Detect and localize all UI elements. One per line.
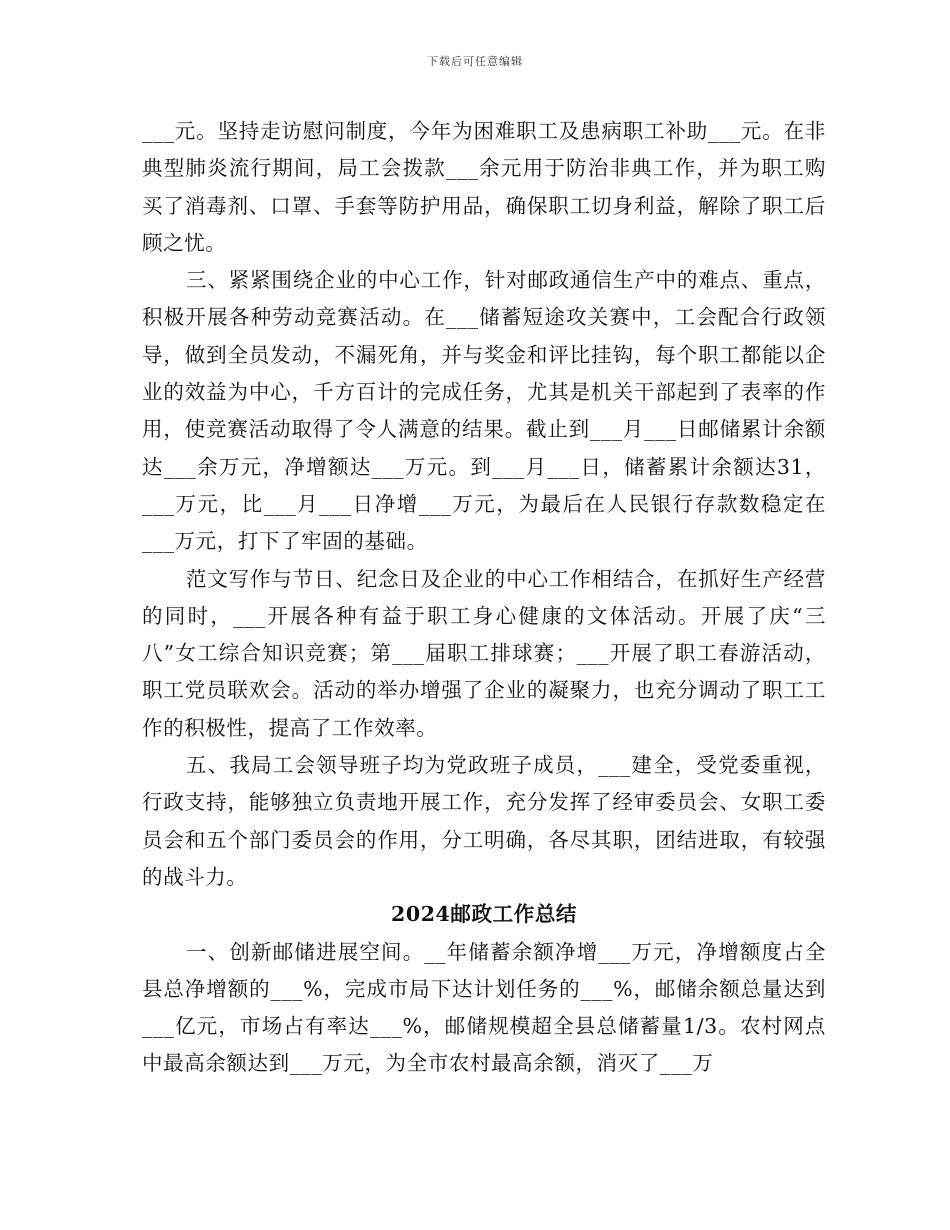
section-paragraph-1: 一、创新邮储进展空间。__年储蓄余额净增___万元，净增额度占全县总净增额的___%，完成市局下达计划任务的___%，邮储余额总量达到___亿元，市场占有率达___%，邮储规模超全县总储蓄量1/3。农村网点中最高余额达到___万元，为全市农村最高余额，消灭了___万 bbox=[142, 939, 826, 1076]
paragraph-2: 三、紧紧围绕企业的中心工作，针对邮政通信生产中的难点、重点，积极开展各种劳动竞赛活动。在___储蓄短途攻关赛中，工会配合行政领导，做到全员发动，不漏死角，并与奖金和评比挂钩，每个职工都能以企业的效益为中心，千方百计的完成任务，尤其是机关干部起到了表率的作用，使竞赛活动取得了令人满意的结果。截止到___月___日邮储累计余额达___余万元，净增额达___万元。到___月___日，储蓄累计余额达31，___万元，比___月___日净增___万元，为最后在人民银行存款数稳定在___万元，打下了牢固的基础。 bbox=[142, 268, 826, 554]
page-header: 下载后可任意编辑 bbox=[427, 55, 523, 68]
paragraph-4: 五、我局工会领导班子均为党政班子成员，___建全，受党委重视，行政支持，能够独立负责地开展工作，充分发挥了经审委员会、女职工委员会和五个部门委员会的作用，分工明确，各尽其职，团结进取，有较强的战斗力。 bbox=[142, 753, 826, 889]
paragraph-3: 范文写作与节日、纪念日及企业的中心工作相结合，在抓好生产经营的同时，___开展各种有益于职工身心健康的文体活动。开展了庆“三八”女工综合知识竞赛；第___届职工排球赛；___开展了职工春游活动，职工党员联欢会。活动的举办增强了企业的凝聚力，也充分调动了职工工作的积极性，提高了工作效率。 bbox=[142, 566, 826, 740]
paragraph-1: ___元。坚持走访慰问制度，今年为困难职工及患病职工补助___元。在非典型肺炎流行期间，局工会拨款___余元用于防治非典工作，并为职工购买了消毒剂、口罩、手套等防护用品，确保职工切身利益，解除了职工后顾之忧。 bbox=[142, 119, 826, 255]
document-body bbox=[142, 113, 826, 1083]
section-title: 2024邮政工作总结 bbox=[390, 902, 578, 927]
